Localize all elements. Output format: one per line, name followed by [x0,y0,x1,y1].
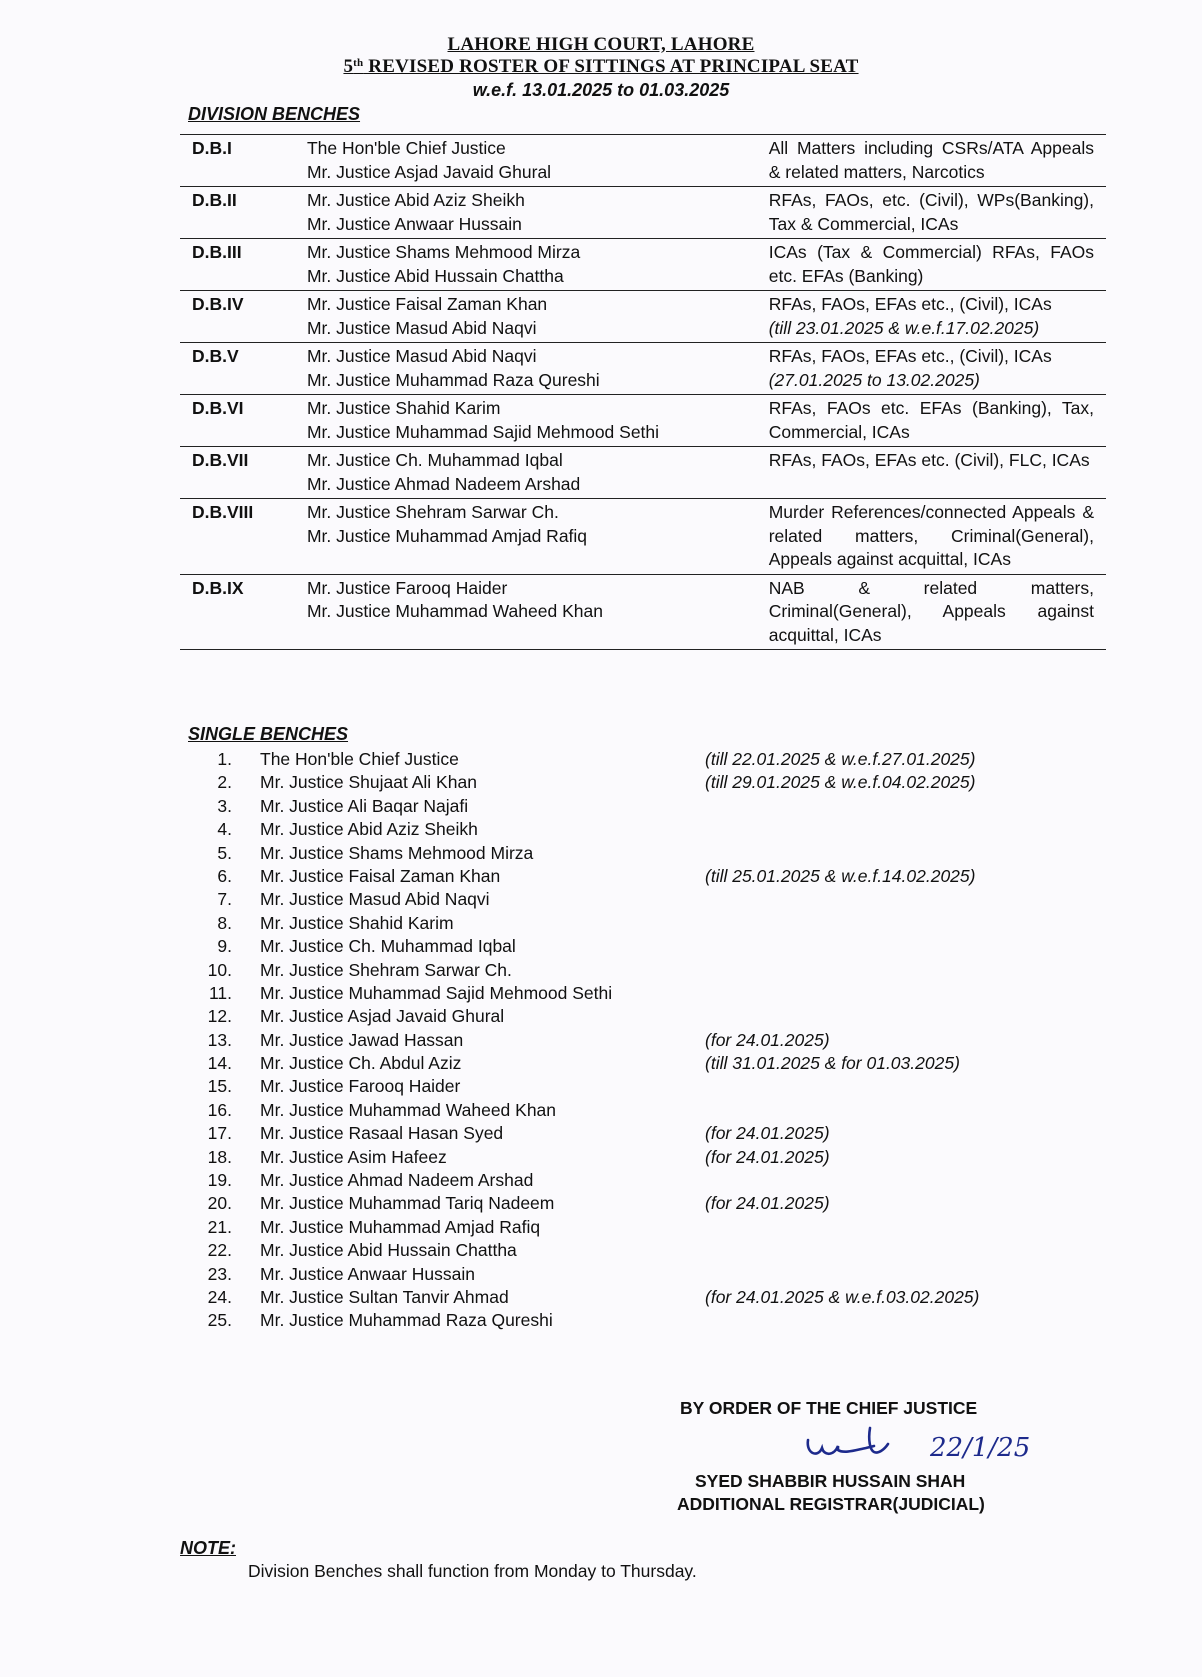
single-bench-number: 6. [217,865,232,886]
single-bench-number: 20. [207,1193,232,1214]
bench-judge-name: Mr. Justice Ahmad Nadeem Arshad [306,473,581,494]
bench-matters [769,291,1106,343]
single-bench-item [200,1052,1100,1075]
division-benches-title: DIVISION BENCHES [188,104,361,124]
bench-judge-name: Mr. Justice Masud Abid Naqvi [306,346,537,366]
single-bench-judge: Mr. Justice Ch. Abdul Aziz [260,1053,462,1074]
single-bench-number: 9. [217,936,232,957]
bench-judges [307,499,769,575]
single-bench-item [200,1029,1100,1052]
bench-judge-name: Mr. Justice Shams Mehmood Mirza [306,242,581,262]
bench-matters-text: Murder References/connected Appeals & related matters, Criminal(General), Appeals against acquittal, ICAs [768,502,1094,569]
single-bench-number: 13. [207,1029,232,1050]
bench-judge-name: Mr. Justice Abid Aziz Sheikh [306,190,525,210]
single-bench-period-note: (for 24.01.2025) [705,1029,830,1050]
single-bench-period-note: (for 24.01.2025) [705,1123,830,1144]
single-bench-judge: Mr. Justice Asjad Javaid Ghural [260,1006,505,1027]
single-bench-item [200,912,1100,935]
single-bench-item [200,888,1100,911]
bench-judge-name: Mr. Justice Muhammad Sajid Mehmood Sethi [306,421,660,442]
single-bench-item [200,1263,1100,1286]
bench-matters [769,187,1106,239]
division-bench-row [180,187,1106,239]
single-bench-judge: Mr. Justice Shahid Karim [260,912,454,933]
single-bench-number: 21. [207,1216,232,1237]
single-bench-period-note: (till 22.01.2025 & w.e.f.27.01.2025) [705,749,976,769]
bench-matters [769,343,1106,395]
bench-period-note: (till 23.01.2025 & w.e.f.17.02.2025) [768,317,1040,338]
bench-judges [307,343,769,395]
division-bench-row [180,499,1106,575]
division-bench-row [180,343,1106,395]
division-bench-row [180,447,1106,499]
bench-matters [769,447,1106,499]
single-bench-number: 22. [207,1240,232,1261]
single-bench-period-note: (till 31.01.2025 & for 01.03.2025) [705,1053,960,1074]
bench-judges [307,574,769,650]
single-bench-item [200,1122,1100,1145]
single-bench-item [200,865,1100,888]
bench-code: D.B.IX [192,577,244,598]
bench-judges [307,239,769,291]
bench-matters [769,135,1106,187]
bench-judge-name: Mr. Justice Farooq Haider [306,577,508,598]
bench-matters-text: RFAs, FAOs etc. EFAs (Banking), Tax, Commercial, ICAs [768,398,1094,442]
division-benches-table [180,134,1106,650]
bench-matters [769,574,1106,650]
single-bench-number: 19. [207,1170,232,1191]
signature [800,1420,1040,1470]
single-bench-judge: Mr. Justice Muhammad Tariq Nadeem [260,1193,555,1214]
bench-matters [769,239,1106,291]
bench-judge-name: Mr. Justice Masud Abid Naqvi [306,317,537,338]
bench-code: D.B.VIII [192,502,254,522]
single-bench-number: 7. [217,889,232,910]
division-bench-row [180,239,1106,291]
single-bench-number: 10. [207,959,232,980]
bench-matters-text: RFAs, FAOs, etc. (Civil), WPs(Banking), Tax & Commercial, ICAs [768,190,1094,234]
single-bench-judge: Mr. Justice Abid Hussain Chattha [260,1240,517,1261]
bench-code: D.B.VI [192,398,244,418]
single-bench-number: 1. [217,749,232,769]
bench-code: D.B.IV [192,294,244,314]
single-bench-item [200,982,1100,1005]
single-bench-judge: Mr. Justice Abid Aziz Sheikh [260,819,478,840]
bench-judge-name: Mr. Justice Shahid Karim [306,398,501,418]
single-bench-item [200,1286,1100,1309]
bench-matters [769,499,1106,575]
bench-matters-text: ICAs (Tax & Commercial) RFAs, FAOs etc. EFAs (Banking) [768,242,1094,286]
bench-code: D.B.II [192,190,237,210]
single-bench-item [200,1075,1100,1098]
bench-judge-name: Mr. Justice Abid Hussain Chattha [306,265,564,286]
division-bench-row [180,574,1106,650]
bench-code: D.B.V [192,346,239,366]
bench-judges [307,291,769,343]
single-bench-number: 14. [207,1053,232,1074]
bench-judges [307,395,769,447]
single-bench-judge: Mr. Justice Muhammad Waheed Khan [260,1099,557,1120]
single-bench-item [200,818,1100,841]
single-bench-number: 16. [207,1099,232,1120]
single-bench-number: 8. [217,912,232,933]
single-bench-judge: Mr. Justice Shujaat Ali Khan [260,772,477,793]
note-label: NOTE: [180,1538,236,1558]
single-bench-number: 3. [217,795,232,816]
single-bench-period-note: (for 24.01.2025 & w.e.f.03.02.2025) [705,1286,980,1307]
single-bench-judge: Mr. Justice Ch. Muhammad Iqbal [260,936,516,957]
bench-matters-text: RFAs, FAOs, EFAs etc., (Civil), ICAs [768,294,1052,314]
roster-title-rest: REVISED ROSTER OF SITTINGS AT PRINCIPAL SEAT [363,56,859,77]
bench-matters-text: RFAs, FAOs, EFAs etc., (Civil), ICAs [768,346,1052,366]
single-bench-judge: Mr. Justice Farooq Haider [260,1076,461,1097]
single-bench-number: 18. [207,1146,232,1167]
single-bench-item [200,1146,1100,1169]
bench-judges [307,447,769,499]
single-benches-list [200,748,1100,1333]
single-bench-judge: Mr. Justice Muhammad Sajid Mehmood Sethi [260,982,613,1003]
bench-judge-name: Mr. Justice Asjad Javaid Ghural [306,161,552,182]
single-bench-item [200,795,1100,818]
single-bench-period-note: (till 29.01.2025 & w.e.f.04.02.2025) [705,772,976,793]
division-bench-row [180,135,1106,187]
bench-judges [307,187,769,239]
bench-code: D.B.III [192,242,242,262]
bench-judge-name: Mr. Justice Muhammad Raza Qureshi [306,369,600,390]
bench-period-note: (27.01.2025 to 13.02.2025) [768,369,980,390]
single-bench-period-note: (for 24.01.2025) [705,1193,830,1214]
single-bench-number: 4. [217,819,232,840]
signer-name: SYED SHABBIR HUSSAIN SHAH [695,1471,966,1491]
note-text: Division Benches shall function from Monday to Thursday. [248,1561,697,1581]
bench-judges [307,135,769,187]
single-bench-period-note: (for 24.01.2025) [705,1146,830,1167]
bench-code: D.B.I [192,138,232,158]
single-bench-item [200,771,1100,794]
single-bench-judge: The Hon'ble Chief Justice [260,749,459,769]
division-bench-row [180,291,1106,343]
bench-judge-name: Mr. Justice Faisal Zaman Khan [306,294,548,314]
single-bench-item [200,1005,1100,1028]
single-bench-item [200,1239,1100,1262]
single-bench-number: 25. [207,1310,232,1331]
bench-judge-name: Mr. Justice Shehram Sarwar Ch. [306,502,559,522]
single-bench-judge: Mr. Justice Ali Baqar Najafi [260,795,469,816]
single-bench-number: 12. [207,1006,232,1027]
bench-judge-name: Mr. Justice Muhammad Amjad Rafiq [306,525,588,546]
single-bench-judge: Mr. Justice Sultan Tanvir Ahmad [260,1286,509,1307]
single-bench-judge: Mr. Justice Asim Hafeez [260,1146,447,1167]
single-bench-judge: Mr. Justice Shams Mehmood Mirza [260,842,534,863]
bench-judge-name: Mr. Justice Anwaar Hussain [306,213,522,234]
roster-ordinal-suffix: th [353,57,364,69]
single-bench-number: 17. [207,1123,232,1144]
single-bench-judge: Mr. Justice Rasaal Hasan Syed [260,1123,504,1144]
single-bench-item [200,1309,1100,1332]
signature-date: 22/1/25 [930,1433,1031,1463]
single-bench-judge: Mr. Justice Faisal Zaman Khan [260,865,501,886]
single-benches-title: SINGLE BENCHES [188,724,349,744]
bench-judge-name: The Hon'ble Chief Justice [306,138,506,158]
bench-matters-text: All Matters including CSRs/ATA Appeals & related matters, Narcotics [768,138,1094,182]
single-bench-item [200,1099,1100,1122]
roster-period: w.e.f. 13.01.2025 to 01.03.2025 [472,80,730,100]
bench-judge-name: Mr. Justice Muhammad Waheed Khan [306,601,603,621]
single-bench-judge: Mr. Justice Ahmad Nadeem Arshad [260,1170,534,1191]
bench-matters-text: RFAs, FAOs, EFAs etc. (Civil), FLC, ICAs [768,450,1090,470]
division-bench-row [180,395,1106,447]
court-title: LAHORE HIGH COURT, LAHORE [447,34,755,55]
single-bench-number: 2. [217,772,232,793]
single-bench-number: 23. [207,1263,232,1284]
single-bench-number: 5. [217,842,232,863]
single-bench-number: 11. [208,982,232,1003]
bench-matters [769,395,1106,447]
single-bench-judge: Mr. Justice Shehram Sarwar Ch. [260,959,512,980]
single-bench-period-note: (till 25.01.2025 & w.e.f.14.02.2025) [705,865,976,886]
single-bench-judge: Mr. Justice Muhammad Amjad Rafiq [260,1216,541,1237]
single-bench-judge: Mr. Justice Muhammad Raza Qureshi [260,1310,553,1331]
single-bench-number: 24. [207,1286,232,1307]
signer-title: ADDITIONAL REGISTRAR(JUDICIAL) [677,1494,985,1514]
bench-judge-name: Mr. Justice Ch. Muhammad Iqbal [306,450,563,470]
roster-ordinal: 5 [343,56,354,77]
single-bench-judge: Mr. Justice Masud Abid Naqvi [260,889,490,910]
single-bench-item [200,1169,1100,1192]
single-bench-number: 15. [207,1076,232,1097]
roster-title [0,56,1202,78]
order-statement: BY ORDER OF THE CHIEF JUSTICE [680,1398,978,1418]
single-bench-item [200,1216,1100,1239]
single-bench-item [200,1192,1100,1215]
single-bench-item [200,959,1100,982]
single-bench-item [200,842,1100,865]
single-bench-judge: Mr. Justice Jawad Hassan [260,1029,464,1050]
bench-code: D.B.VII [192,450,249,470]
bench-matters-text: NAB & related matters, Criminal(General), Appeals against acquittal, ICAs [768,577,1094,645]
single-bench-item [200,748,1100,771]
single-bench-judge: Mr. Justice Anwaar Hussain [260,1263,475,1284]
single-bench-item [200,935,1100,958]
